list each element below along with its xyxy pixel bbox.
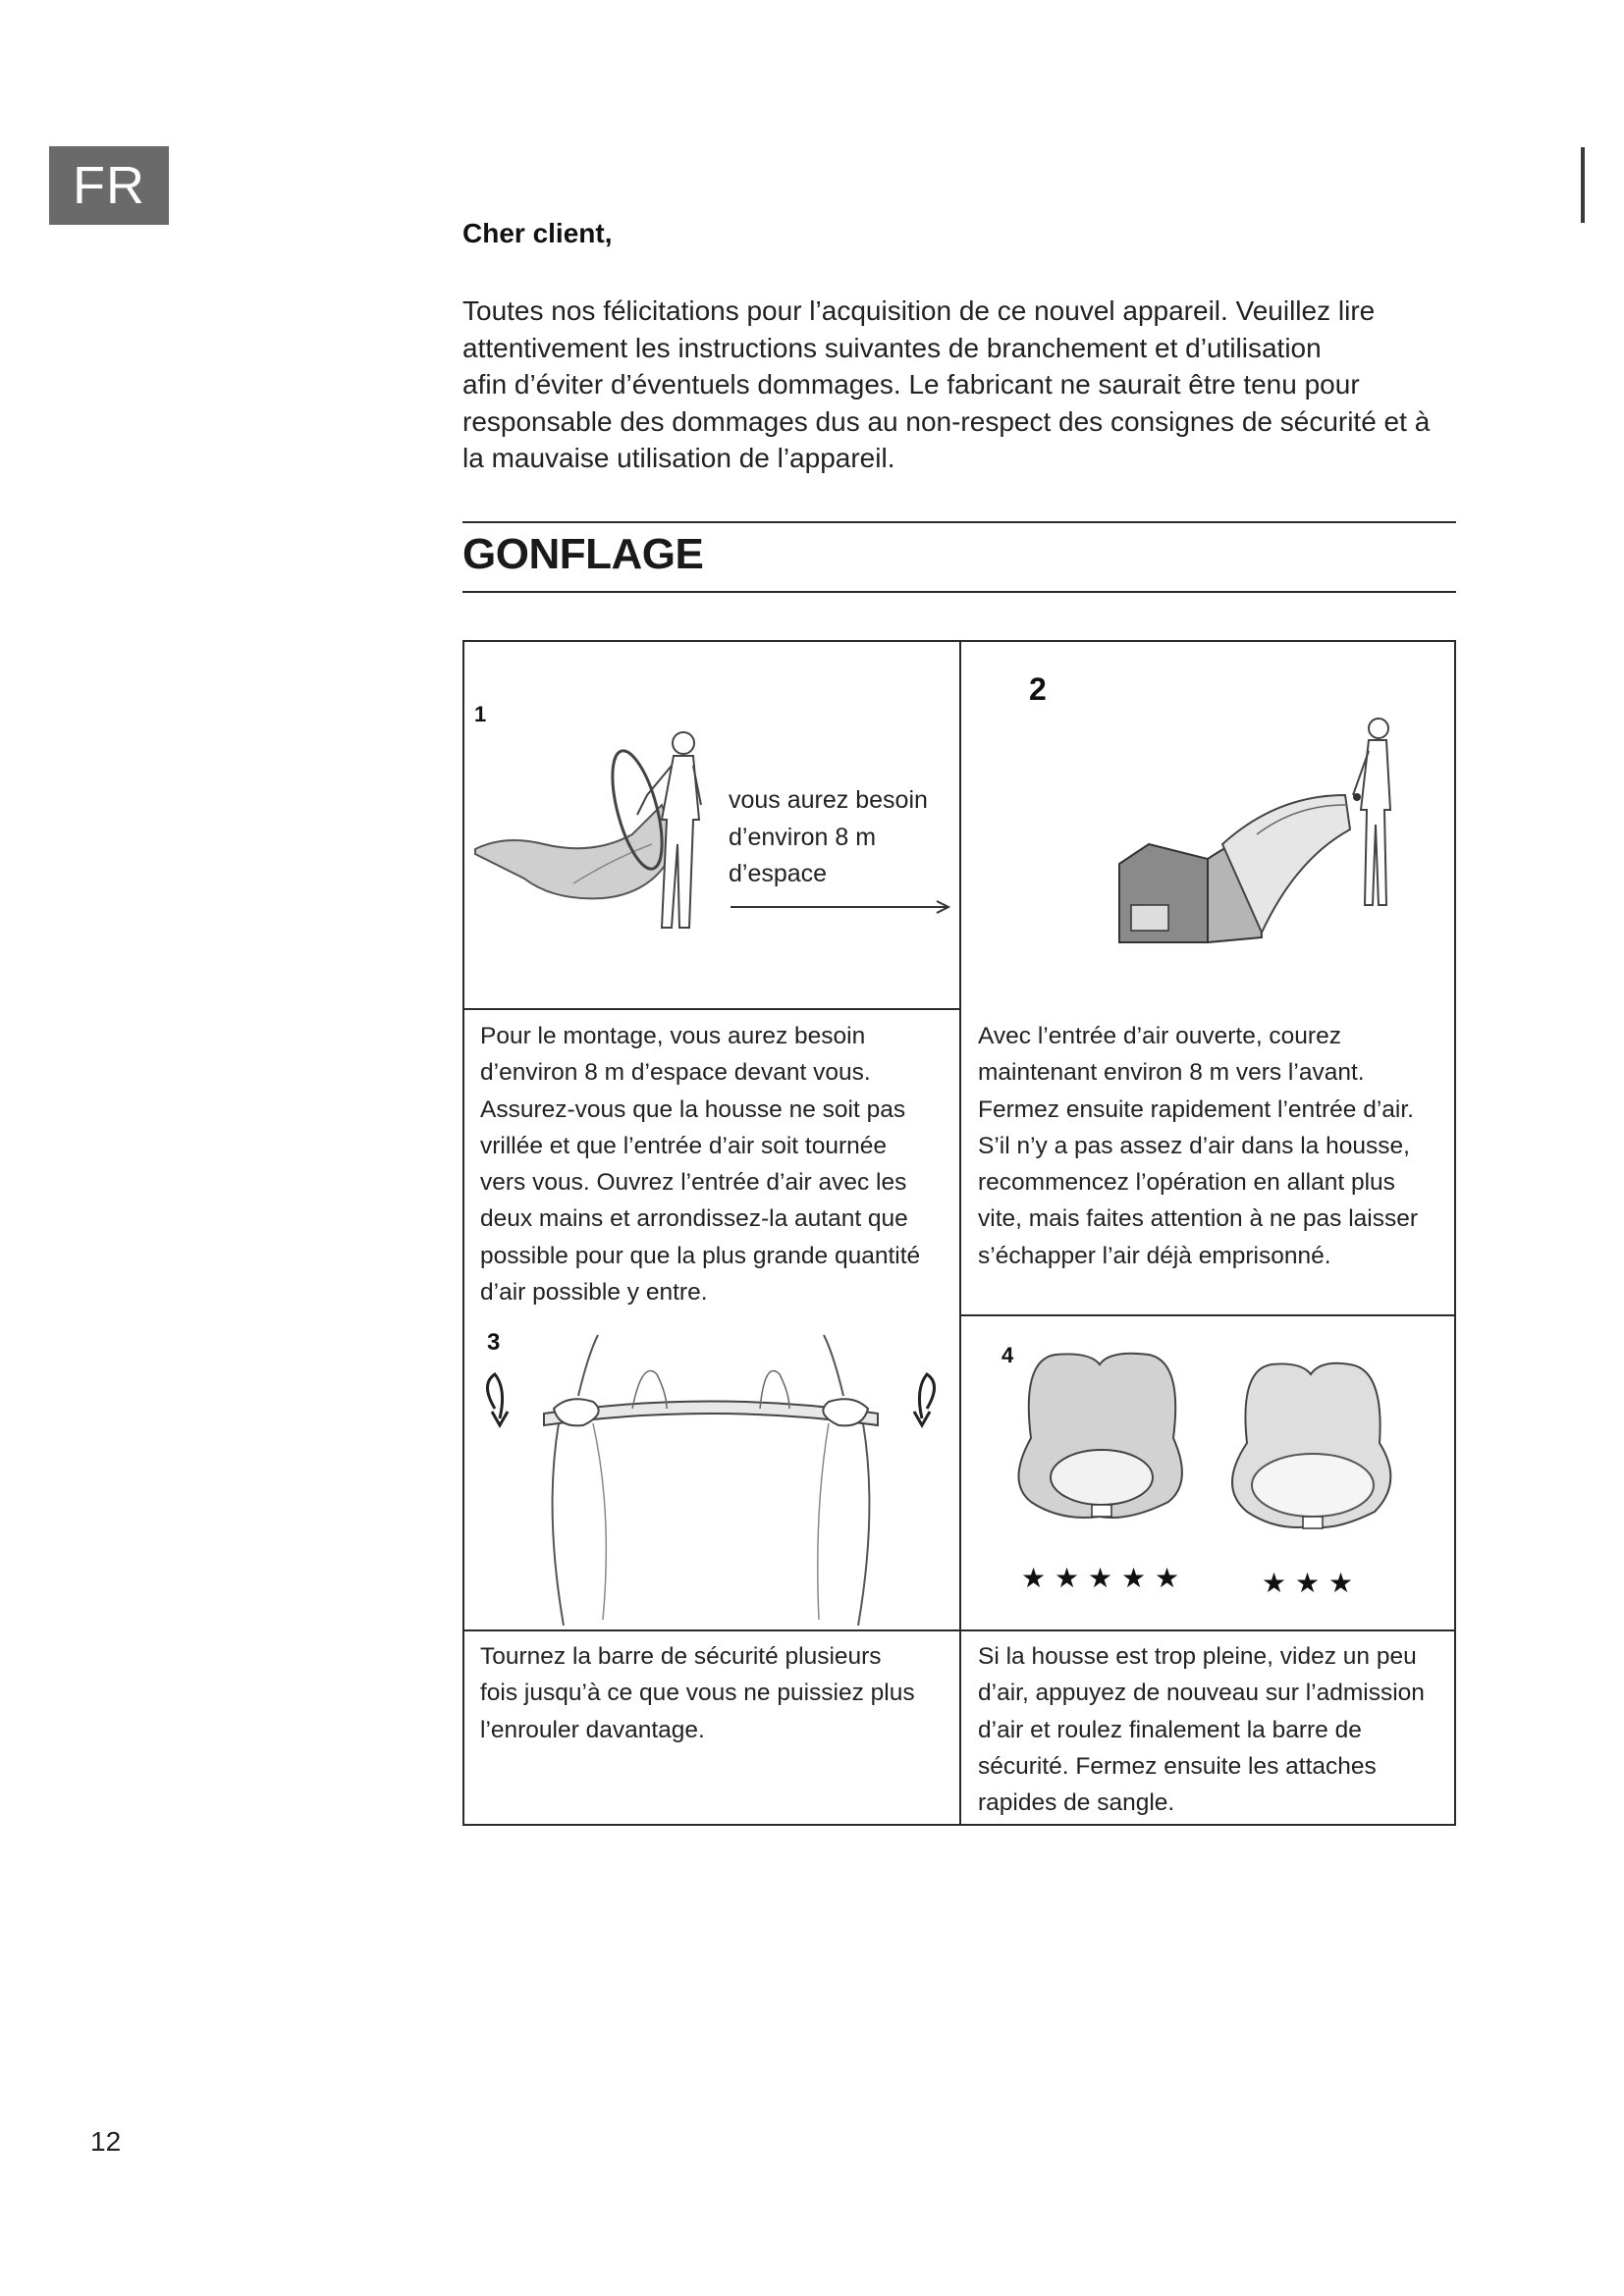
step-1-note-line: d’environ 8 m — [729, 823, 877, 851]
intro-line: afin d’éviter d’éventuels dommages. Le fabricant ne saurait être tenu pour — [462, 369, 1360, 400]
step-1-line: vers vous. Ouvrez l’entrée d’air avec les — [480, 1169, 907, 1197]
rating-ok: ★ ★ ★ — [1262, 1567, 1354, 1599]
step-1-line: d’air possible y entre. — [480, 1279, 708, 1307]
page-number: 12 — [90, 2126, 122, 2157]
step-1-line: Assurez-vous que la housse ne soit pas — [480, 1095, 906, 1123]
step-2-illustration — [962, 648, 1453, 972]
step-2-line: Fermez ensuite rapidement l’entrée d’air. — [978, 1095, 1414, 1123]
grid-divider-vertical — [959, 640, 961, 1826]
section-title: GONFLAGE — [462, 530, 704, 578]
step-4-line: d’air, appuyez de nouveau sur l’admission — [978, 1680, 1425, 1707]
step-1-note-line: d’espace — [729, 860, 828, 887]
grid-divider-row-2 — [462, 1629, 1456, 1631]
step-4-text — [978, 1638, 1425, 1821]
step-2-text — [978, 1018, 1418, 1274]
step-4-line: rapides de sangle. — [978, 1789, 1175, 1817]
rating-good: ★ ★ ★ ★ ★ — [1021, 1562, 1180, 1594]
step-1-line: d’environ 8 m d’espace devant vous. — [480, 1059, 871, 1087]
step-1-note — [729, 782, 928, 893]
step-2-line: S’il n’y a pas assez d’air dans la housse, — [978, 1132, 1410, 1159]
step-1-number: 1 — [474, 702, 487, 726]
step-3-illustration — [465, 1315, 956, 1626]
section-rule-top — [462, 521, 1456, 523]
step-3-number: 3 — [487, 1329, 501, 1356]
grid-divider-left-1 — [462, 1008, 960, 1010]
step-1-text — [480, 1018, 920, 1310]
step-1-line: possible pour que la plus grande quantité — [480, 1242, 921, 1269]
step-2-line: Avec l’entrée d’air ouverte, courez — [978, 1023, 1341, 1049]
step-2-line: recommencez l’opération en allant plus — [978, 1169, 1395, 1197]
step-1-note-line: vous aurez besoin — [729, 786, 928, 814]
greeting: Cher client, — [462, 218, 613, 248]
step-4-line: Si la housse est trop pleine, videz un peu — [978, 1643, 1417, 1670]
step-4-illustration — [962, 1320, 1453, 1627]
step-2-number: 2 — [1029, 671, 1047, 707]
intro-line: la mauvaise utilisation de l’appareil. — [462, 443, 895, 473]
grid-divider-right-1 — [960, 1314, 1456, 1316]
step-3-line: fois jusqu’à ce que vous ne puissiez plus — [480, 1680, 915, 1707]
step-1-line: Pour le montage, vous aurez besoin — [480, 1023, 866, 1049]
step-4-line: sécurité. Fermez ensuite les attaches — [978, 1752, 1377, 1780]
intro-line: attentivement les instructions suivantes de branchement et d’utilisation — [462, 332, 1322, 363]
language-tab: FR — [49, 146, 169, 225]
step-2-line: maintenant environ 8 m vers l’avant. — [978, 1059, 1365, 1087]
step-3-line: Tournez la barre de sécurité plusieurs — [480, 1643, 882, 1670]
page-edge-marker — [1581, 147, 1585, 223]
intro-line: Toutes nos félicitations pour l’acquisition de ce nouvel appareil. Veuillez lire — [462, 295, 1376, 326]
section-rule-bottom — [462, 591, 1456, 593]
step-2-line: vite, mais faites attention à ne pas laisser — [978, 1205, 1419, 1233]
step-2-line: s’échapper l’air déjà emprisonné. — [978, 1242, 1331, 1269]
intro-paragraph — [462, 293, 1464, 477]
step-1-line: vrillée et que l’entrée d’air soit tournée — [480, 1132, 888, 1159]
step-1-line: deux mains et arrondissez-la autant que — [480, 1205, 908, 1233]
intro-line: responsable des dommages dus au non-respect des consignes de sécurité et à — [462, 405, 1431, 437]
step-3-line: l’enrouler davantage. — [480, 1716, 705, 1743]
step-3-text — [480, 1638, 915, 1748]
step-4-line: d’air et roulez finalement la barre de — [978, 1716, 1362, 1743]
step-4-number: 4 — [1001, 1343, 1014, 1367]
